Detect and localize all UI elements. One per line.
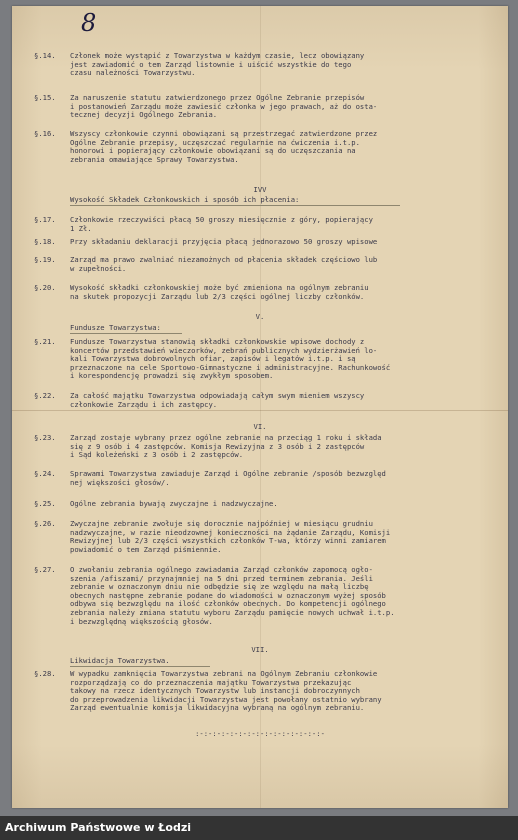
paragraph-text: Sprawami Towarzystwa zawiaduje Zarząd i Ogólne zebranie /sposób bezwzględ nej większości głosów/. xyxy=(70,469,386,487)
section-heading-vii: Likwidacja Towarzystwa. xyxy=(70,656,170,665)
paragraph-number: §.20. xyxy=(34,283,56,292)
paragraph-25 xyxy=(34,500,494,509)
paragraph-number: §.26. xyxy=(34,519,56,528)
paragraph-22 xyxy=(34,392,494,409)
section-roman-iv: IVV xyxy=(253,185,267,194)
section-roman-v: V. xyxy=(255,312,265,321)
paragraph-text: Zarząd zostaje wybrany przez ogólne zebranie na przeciąg 1 roku i składa się z 9 osób i 4 zastępców. Komisja Rewizyjna z 3 osób i 2 zastępców i Sąd koleżeński z 3 osób i 2 zastępców. xyxy=(70,433,382,460)
handwritten-page-number: 8 xyxy=(81,9,97,37)
heading-underline xyxy=(70,205,400,206)
paragraph-text: W wypadku zamknięcia Towarzystwa zebrani na Ogólnym Zebraniu członkowie rozporządzają co do przeznaczenia majątku Towarzystwa przekazując takowy na rzecz identycznych Towarzystw lub instancji dobroczynnych do przeprowadzenia likwidacji Towarzystwa jest powołany ostatnio wybrany Zarząd ewentualnie komisja likwidacyjna wybraną na ogólnym zebraniu. xyxy=(70,669,382,713)
paragraph-number: §.19. xyxy=(34,255,56,264)
paragraph-15 xyxy=(34,94,494,120)
paragraph-number: §.23. xyxy=(34,433,56,442)
section-roman-vi: VI. xyxy=(253,422,267,431)
paragraph-number: §.21. xyxy=(34,337,56,346)
paragraph-number: §.14. xyxy=(34,51,56,60)
section-heading-v: Fundusze Towarzystwa: xyxy=(70,323,161,332)
paragraph-number: §.15. xyxy=(34,93,56,102)
paragraph-18 xyxy=(34,238,494,247)
document-page xyxy=(12,6,508,808)
paragraph-number: §.27. xyxy=(34,565,56,574)
paragraph-number: §.18. xyxy=(34,237,56,246)
heading-underline xyxy=(70,333,182,334)
paragraph-number: §.17. xyxy=(34,215,56,224)
paragraph-number: §.16. xyxy=(34,129,56,138)
paragraph-21 xyxy=(34,338,494,381)
end-mark: :-:-:-:-:-:-:-:-:-:-:-:-:-:-:- xyxy=(195,729,325,738)
paragraph-23 xyxy=(34,434,494,460)
section-heading-iv: Wysokość Składek Członkowskich i sposób ich płacenia: xyxy=(70,195,300,204)
paragraph-27 xyxy=(34,566,494,626)
paragraph-text: O zwołaniu zebrania ogólnego zawiadamia Zarząd członków zapomocą ogło- szenia /afiszami/ przynajmniej na 5 dni przed terminem zebrania. Jeśli zebranie w oznaczonym dniu nie odbędzie się ze względu na małą liczbę obecnych następne zebranie podane do wiadomości w oznaczonym wyżej sposób odbywa się bezwzględu na ilość członków obecnych. Do kompetencji ogólnego zebrania należy zmiana statutu wyboru Zarządu pamięcie nowych uchwał i.t.p. i bezwzględną większością głosów. xyxy=(70,565,395,626)
paragraph-text: Zarząd ma prawo zwalniać niezamożnych od płacenia składek częściowo lub w zupełności. xyxy=(70,255,378,273)
archive-name: Archiwum Państwowe w Łodzi xyxy=(5,821,192,834)
paragraph-text: Ogólne zebrania bywają zwyczajne i nadzwyczajne. xyxy=(70,499,278,508)
archive-footer-bar xyxy=(0,816,518,840)
paragraph-text: Przy składaniu deklaracji przyjęcia płacą jednorazowo 50 groszy wpisowe xyxy=(70,237,378,246)
paragraph-text: Za naruszenie statutu zatwierdzonego przez Ogólne Zebranie przepisów i postanowień Zarządu może zawiesić członka w jego prawach, aż do osta- tecznej decyzji Ogólnego Zebrania. xyxy=(70,93,378,120)
paragraph-text: Wysokość składki członkowskiej może być zmieniona na ogólnym zebraniu na skutek propozycji Zarządu lub 2/3 części ogólnej liczby członków. xyxy=(70,283,369,301)
paragraph-text: Fundusze Towarzystwa stanowią składki członkowskie wpisowe dochody z koncertów przedstawień wieczorków, zebrań publicznych wydzierżawień lo- kali Towarzystwa dobrowolnych ofiar, zapisów i legatów i.t.p. i są przeznaczone na cele Sportowo-Gimnastyczne i administracyjne. Rachunkowość i korespondencję prowadzi się zwykłym sposobem. xyxy=(70,337,391,381)
paragraph-28 xyxy=(34,670,494,713)
paragraph-14 xyxy=(34,52,494,78)
paragraph-20 xyxy=(34,284,494,301)
paragraph-number: §.24. xyxy=(34,469,56,478)
paragraph-text: Wszyscy członkowie czynni obowiązani są przestrzegać zatwierdzone przez Ogólne Zebranie przepisy, uczęszczać regularnie na ćwiczenia i.t.p. honorowi i popierający członkowie obowiązani są do uczęszczania na zebrania omawiające Sprawy Towarzystwa. xyxy=(70,129,378,164)
paragraph-number: §.25. xyxy=(34,499,56,508)
paragraph-17 xyxy=(34,216,494,233)
paragraph-text: Członkowie rzeczywiści płacą 50 groszy miesięcznie z góry, popierający 1 Zł. xyxy=(70,215,373,233)
paragraph-24 xyxy=(34,470,494,487)
paragraph-text: Członek może wystąpić z Towarzystwa w każdym czasie, lecz obowiązany jest zawiadomić o tem Zarząd listownie i uiścić wszystkie do tego czasu należności Towarzystwu. xyxy=(70,51,365,78)
section-roman-vii: VII. xyxy=(251,645,269,654)
heading-underline xyxy=(70,666,210,667)
paragraph-text: Zwyczajne zebranie zwołuje się dorocznie najpóźniej w miesiącu grudniu nadzwyczajne, w razie nieodzownej konieczności na żądanie Zarządu, Komisji Rewizyjnej lub 2/3 części wszystkich członków T-wa, którzy winni zamiarem powiadomić o tem Zarząd piśmiennie. xyxy=(70,519,391,554)
paragraph-text: Za całość majątku Towarzystwa odpowiadają całym swym mieniem wszyscy członkowie Zarządu i ich zastępcy. xyxy=(70,391,365,409)
paragraph-number: §.28. xyxy=(34,669,56,678)
paragraph-19 xyxy=(34,256,494,273)
paragraph-number: §.22. xyxy=(34,391,56,400)
paragraph-16 xyxy=(34,130,494,164)
paragraph-26 xyxy=(34,520,494,554)
